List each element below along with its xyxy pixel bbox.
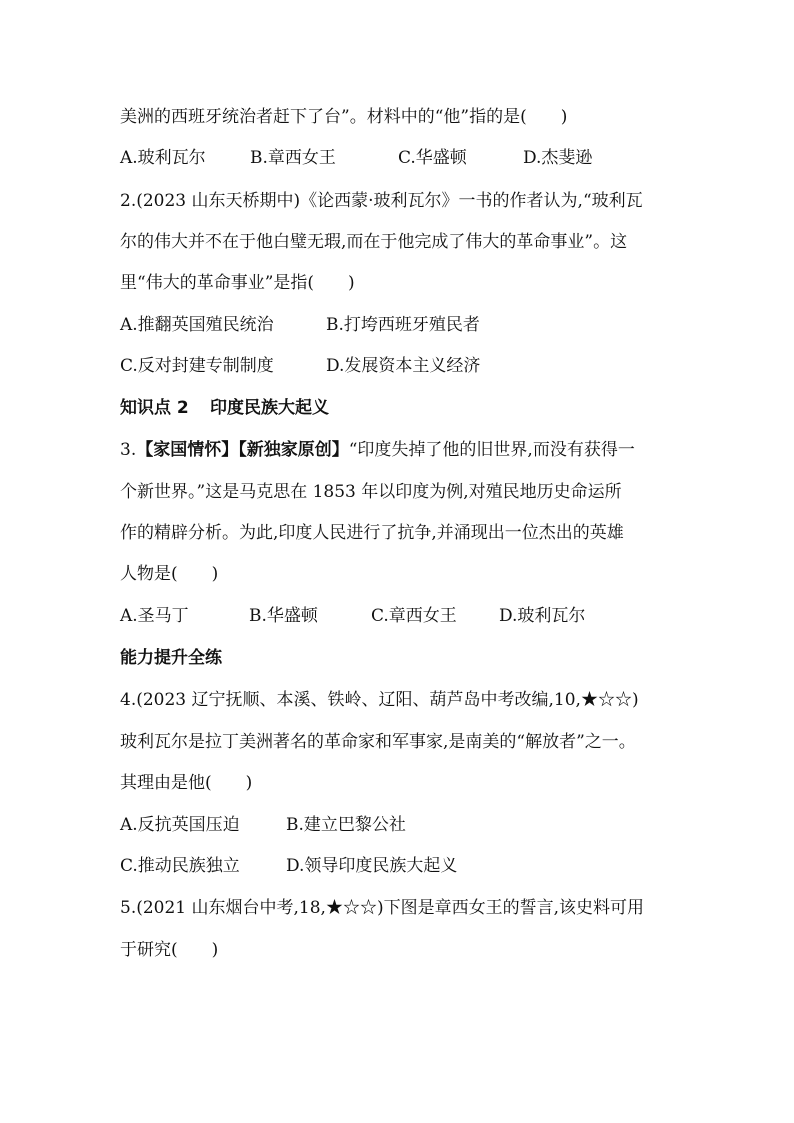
- q3-stem-text: “印度失掉了他的旧世界,而没有获得一: [348, 440, 635, 460]
- q4-option-a: A.反抗英国压迫: [120, 815, 240, 835]
- q2-option-a: A.推翻英国殖民统治: [120, 315, 274, 335]
- q5-stem-line1: 5.(2021 山东烟台中考,18,★☆☆)下图是章西女王的誓言,该史料可用: [120, 898, 644, 918]
- q2-stem-line3: 里“伟大的革命事业”是指( ): [120, 273, 355, 293]
- q1-option-b: B.章西女王: [250, 148, 336, 168]
- q4-stem-line2: 玻利瓦尔是拉丁美洲著名的革命家和军事家,是南美的“解放者”之一。: [120, 732, 636, 752]
- q3-tag-original: 【新独家原创】: [238, 440, 349, 460]
- q3-option-b: B.华盛顿: [249, 606, 318, 626]
- q1-option-a: A.玻利瓦尔: [120, 148, 206, 168]
- q3-option-a: A.圣马丁: [120, 606, 189, 626]
- section-knowledge-point-label: 知识点 2: [120, 398, 189, 418]
- q4-stem-line1: 4.(2023 辽宁抚顺、本溪、铁岭、辽阳、葫芦岛中考改编,10,★☆☆): [120, 690, 639, 710]
- q3-stem-line2: 个新世界。”这是马克思在 1853 年以印度为例,对殖民地历史命运所: [120, 482, 622, 502]
- q3-stem-line1: [120, 438, 700, 462]
- q1-option-c: C.华盛顿: [398, 148, 467, 168]
- q4-stem-line3: 其理由是他( ): [120, 773, 253, 793]
- q3-option-d: D.玻利瓦尔: [499, 606, 586, 626]
- q1-option-d: D.杰斐逊: [523, 148, 593, 168]
- q3-number: 3.: [120, 440, 137, 460]
- q3-stem-line3: 作的精辟分析。为此,印度人民进行了抗争,并涌现出一位杰出的英雄: [120, 523, 624, 543]
- q2-stem-line2: 尔的伟大并不在于他白璧无瑕,而在于他完成了伟大的革命事业”。这: [120, 232, 628, 252]
- q2-option-d: D.发展资本主义经济: [326, 356, 481, 376]
- q1-continuation: 美洲的西班牙统治者赶下了台”。材料中的“他”指的是( ): [120, 107, 568, 127]
- q2-stem-line1: 2.(2023 山东天桥期中)《论西蒙·玻利瓦尔》一书的作者认为,“玻利瓦: [120, 191, 643, 211]
- q2-option-b: B.打垮西班牙殖民者: [326, 315, 480, 335]
- q4-option-c: C.推动民族独立: [120, 856, 240, 876]
- q4-option-d: D.领导印度民族大起义: [286, 856, 458, 876]
- section-knowledge-point-title: 印度民族大起义: [210, 398, 329, 418]
- q3-stem-line4: 人物是( ): [120, 564, 219, 584]
- q5-stem-line2: 于研究( ): [120, 940, 219, 960]
- q4-option-b: B.建立巴黎公社: [286, 815, 406, 835]
- q2-option-c: C.反对封建专制制度: [120, 356, 274, 376]
- q3-tag-patriotism: 【家国情怀】: [136, 440, 239, 460]
- q3-option-c: C.章西女王: [371, 606, 457, 626]
- section-ability-title: 能力提升全练: [120, 648, 222, 668]
